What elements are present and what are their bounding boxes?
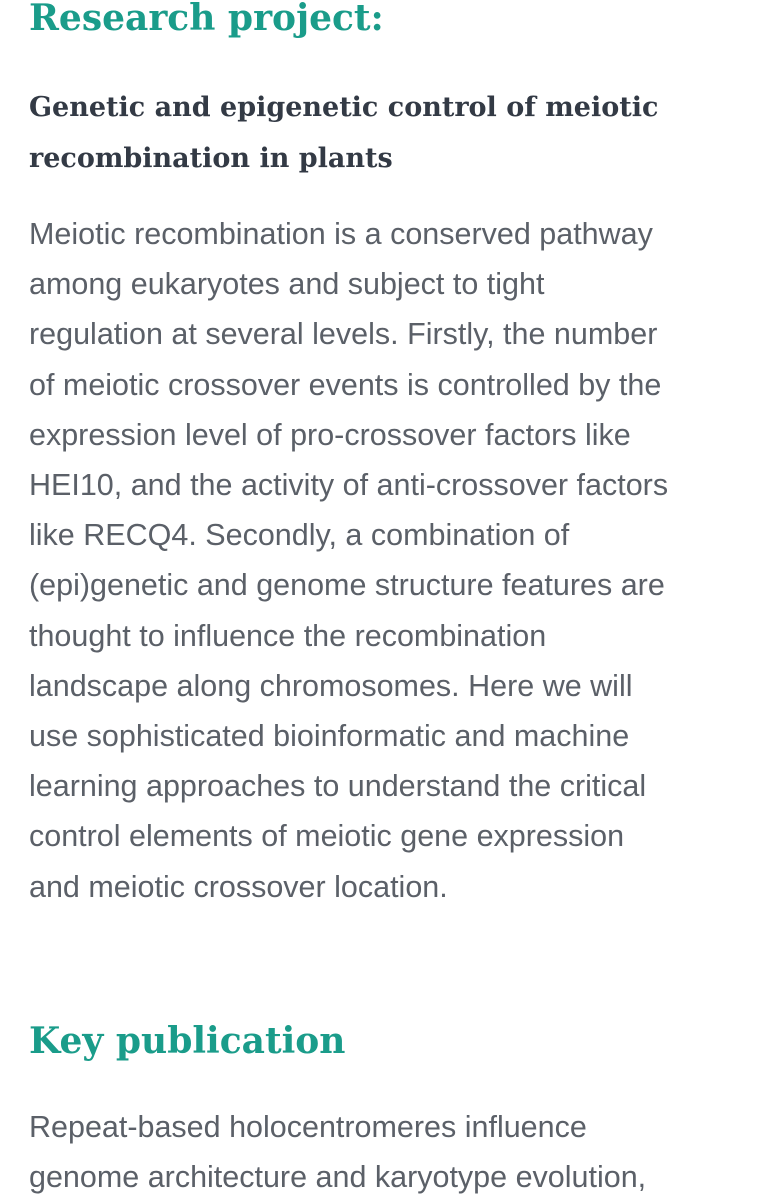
research-project-heading: Research project: bbox=[29, 0, 384, 39]
body-line: regulation at several levels. Firstly, the number bbox=[29, 317, 658, 352]
project-title-line: recombination in plants bbox=[29, 143, 393, 174]
publication-text bbox=[29, 1102, 729, 1202]
body-line: expression level of pro-crossover factors like bbox=[29, 417, 631, 452]
body-line: learning approaches to understand the critical bbox=[29, 769, 647, 804]
body-line: HEI10, and the activity of anti-crossover factors bbox=[29, 468, 669, 503]
body-line: (epi)genetic and genome structure features are bbox=[29, 568, 665, 603]
body-line: landscape along chromosomes. Here we will bbox=[29, 668, 633, 703]
project-title-line: Genetic and epigenetic control of meiotic bbox=[29, 92, 659, 123]
body-line: like RECQ4. Secondly, a combination of bbox=[29, 518, 570, 553]
body-line: control elements of meiotic gene expression bbox=[29, 819, 625, 854]
project-title bbox=[29, 82, 719, 184]
body-line: and meiotic crossover location. bbox=[29, 869, 448, 904]
publication-line: Repeat-based holocentromeres influence bbox=[29, 1110, 587, 1144]
body-line: among eukaryotes and subject to tight bbox=[29, 267, 545, 302]
body-line: Meiotic recombination is a conserved pathway bbox=[29, 217, 653, 251]
body-line: thought to influence the recombination bbox=[29, 618, 547, 653]
body-line: of meiotic crossover events is controlled by the bbox=[29, 367, 662, 402]
key-publication-heading: Key publication bbox=[29, 1020, 346, 1062]
project-description bbox=[29, 209, 729, 912]
publication-line: genome architecture and karyotype evolution, bbox=[29, 1160, 647, 1195]
body-line: use sophisticated bioinformatic and machine bbox=[29, 719, 630, 754]
